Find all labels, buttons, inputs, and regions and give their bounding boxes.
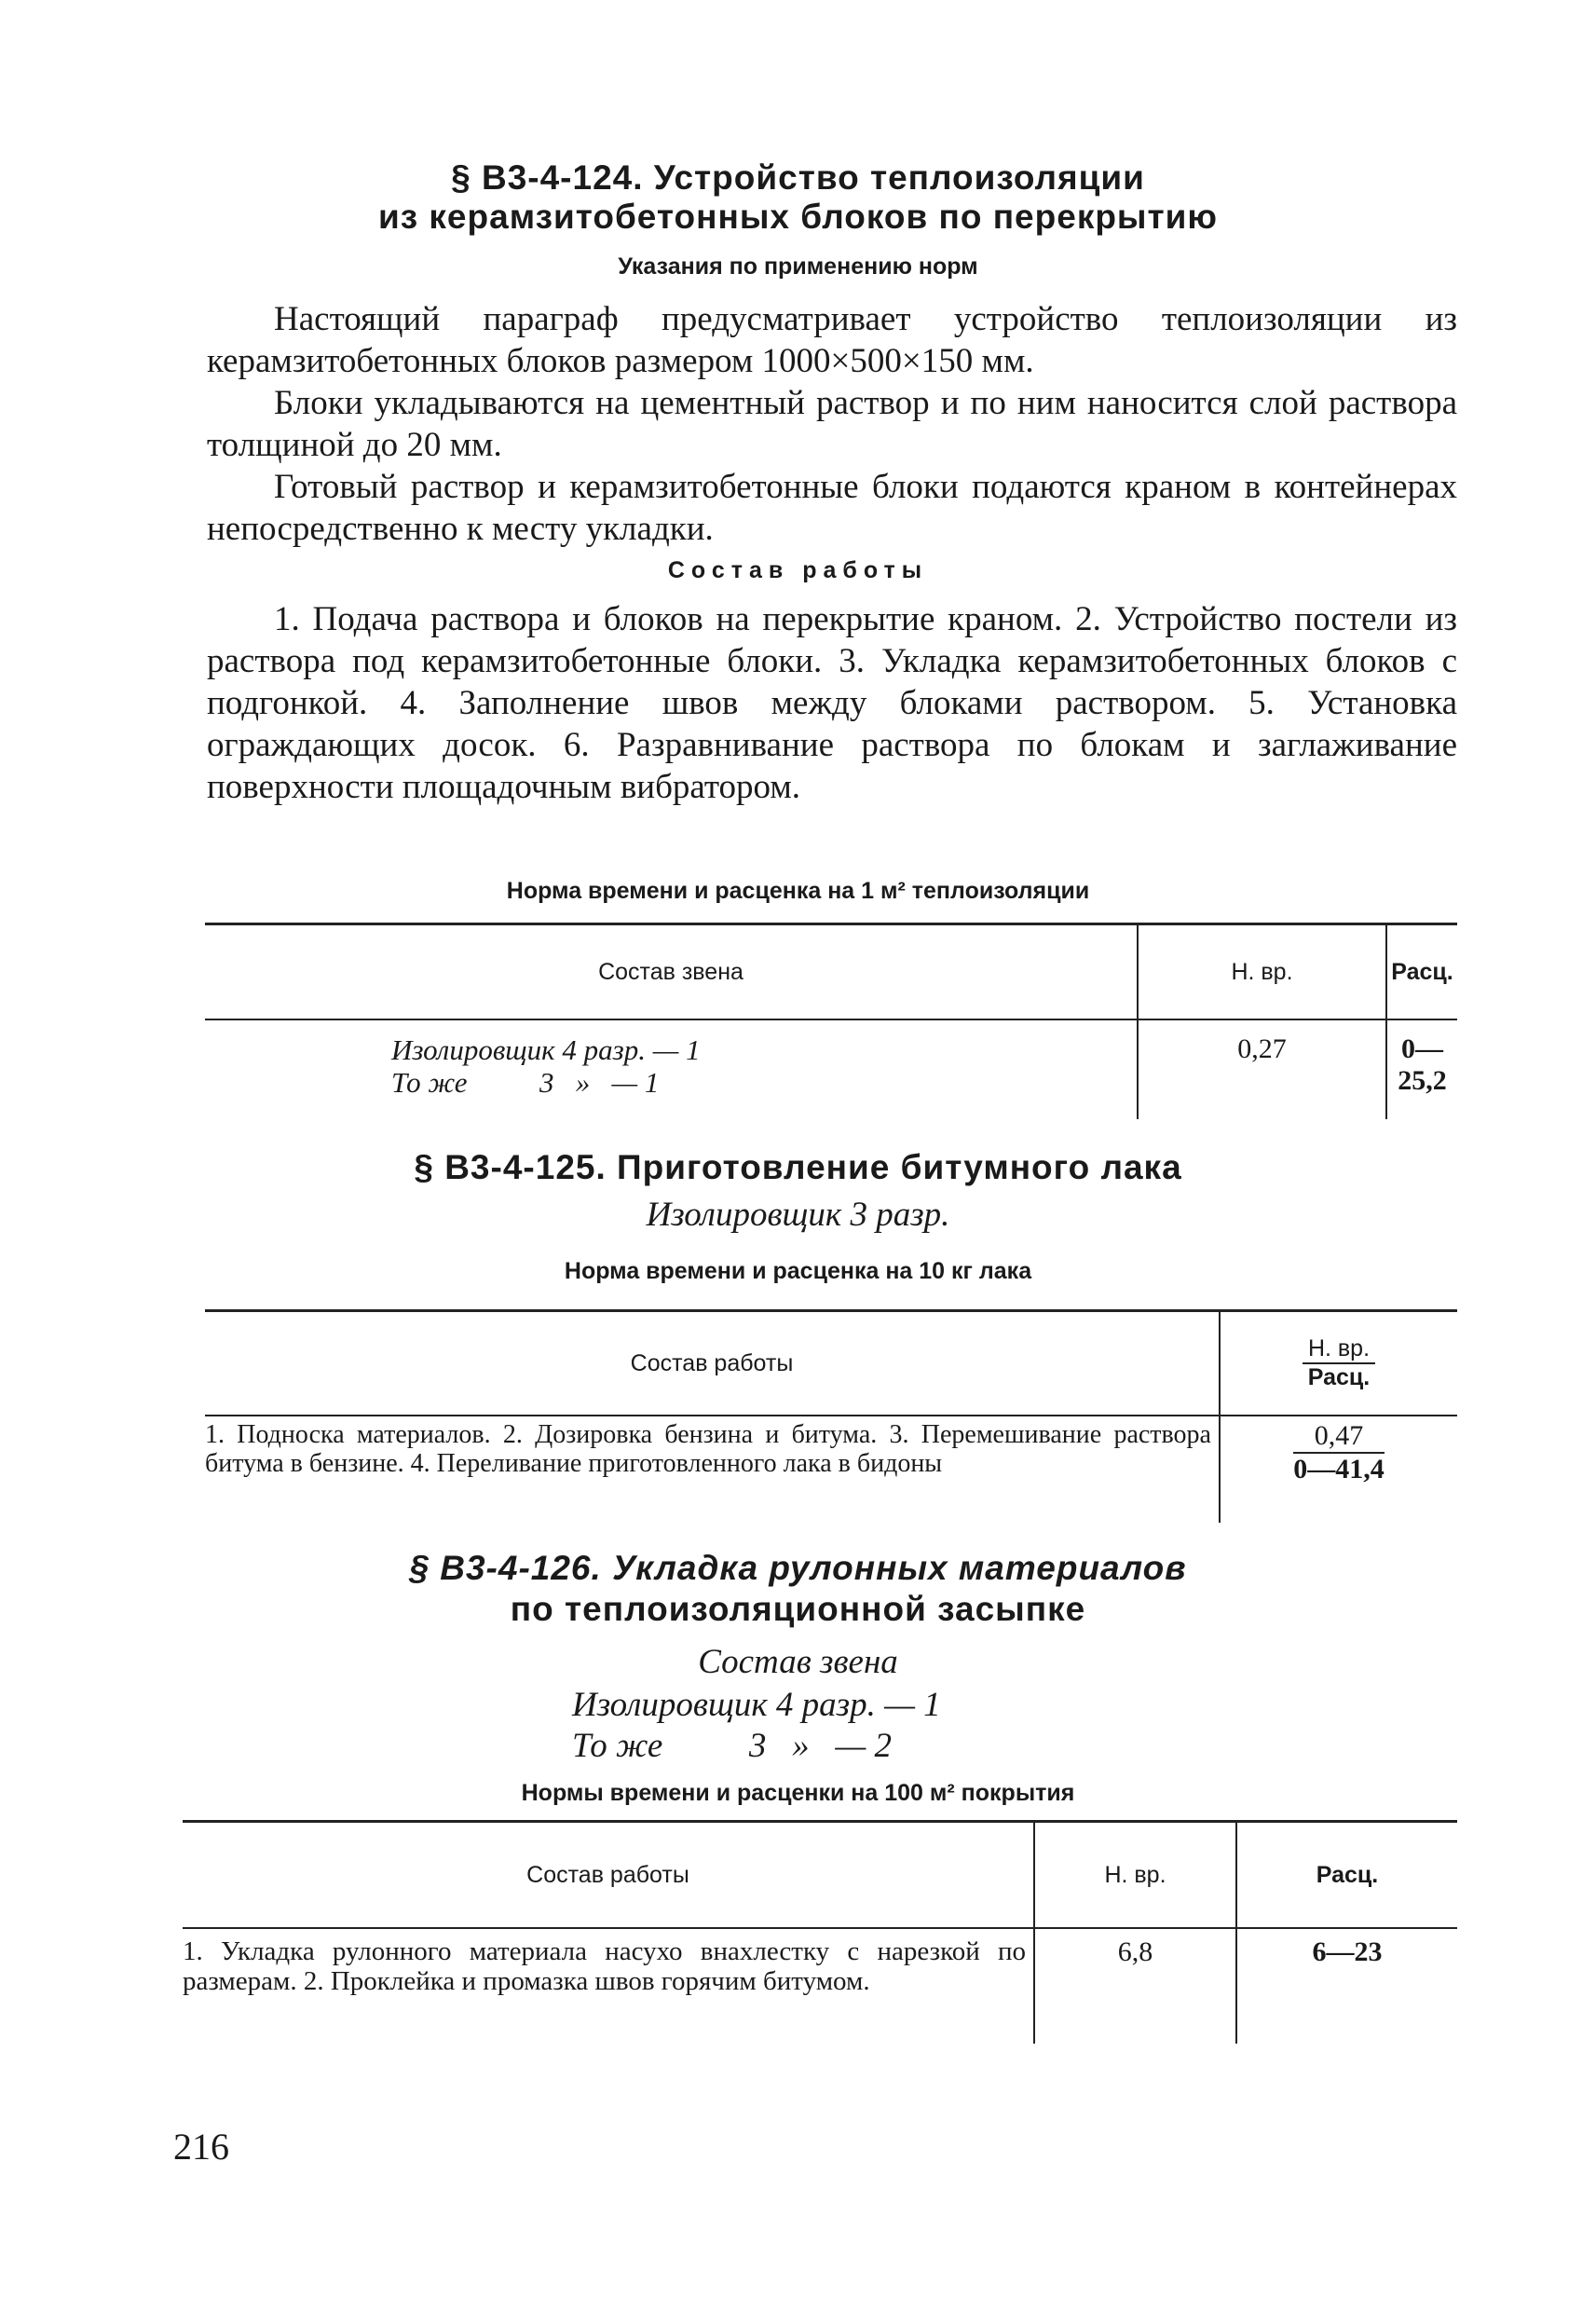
rate-value: 0—25,2 xyxy=(1398,1033,1447,1096)
crew-line-2: То же 3 » — 1 xyxy=(391,1066,660,1099)
paragraph-3: Готовый раствор и керамзитобетонные блоки подаются краном в контейнерах непосредственно к месту укладки. xyxy=(207,468,1457,548)
header-time-norm: Н. вр. xyxy=(1303,1335,1375,1364)
crew-line-1: Изолировщик 4 разр. — 1 xyxy=(391,1033,701,1066)
crew-heading: Состав звена xyxy=(698,1643,898,1681)
time-rate-cell xyxy=(1220,1416,1457,1523)
section-124-title-line2: из керамзитобетонных блоков по перекрытию xyxy=(378,198,1218,236)
header-time-norm: Н. вр. xyxy=(1138,924,1386,1020)
table-row xyxy=(205,1416,1457,1523)
time-norm-value: 0,47 xyxy=(1293,1420,1385,1454)
paragraph-1: Настоящий параграф предусматривает устройство теплоизоляции из керамзитобетонных блоков размером 1000×500×150 мм. xyxy=(207,300,1457,380)
page-number: 216 xyxy=(173,2126,229,2168)
rate-value: 6—23 xyxy=(1312,1936,1383,1967)
table-3-caption: Нормы времени и расценки на 100 м² покрытия xyxy=(521,1780,1075,1806)
table-header-row xyxy=(205,924,1457,1020)
header-rate: Расц. xyxy=(1386,924,1457,1020)
work-description: 1. Подноска материалов. 2. Дозировка бензина и битума. 3. Перемешивание раствора битума в бензине. 4. Переливание приготовленного лака в бидоны xyxy=(205,1416,1220,1523)
section-125-title: § В3-4-125. Приготовление битумного лака xyxy=(414,1148,1182,1186)
header-rate: Расц. xyxy=(1307,1364,1371,1390)
crew-cell xyxy=(205,1019,1138,1119)
norm-table-126 xyxy=(183,1820,1457,2044)
work-composition-heading: Состав работы xyxy=(667,557,929,583)
work-description: 1. Укладка рулонного материала насухо внахлестку с нарезкой по размерам. 2. Проклейка и промазка швов горячим битумом. xyxy=(183,1928,1034,2044)
section-126-title-line2: по теплоизоляционной засыпке xyxy=(510,1590,1086,1628)
time-norm-value: 6,8 xyxy=(1034,1928,1236,2044)
time-norm-value: 0,27 xyxy=(1138,1019,1386,1119)
header-rate: Расц. xyxy=(1236,1822,1457,1929)
section-126-title-line1: § В3-4-126. Укладка рулонных материалов xyxy=(409,1549,1187,1587)
section-125-subtitle: Изолировщик 3 разр. xyxy=(646,1196,950,1234)
paragraph-2: Блоки укладываются на цементный раствор и по ним наносится слой раствора толщиной до 20 мм. xyxy=(207,384,1457,464)
table-header-row xyxy=(205,1311,1457,1416)
instructions-heading: Указания по применению норм xyxy=(618,253,978,280)
norm-table-125 xyxy=(205,1309,1457,1523)
crew-line-1: Изолировщик 4 разр. — 1 xyxy=(572,1686,941,1724)
table-1-caption: Норма времени и расценка на 1 м² теплоизоляции xyxy=(506,878,1090,904)
table-row xyxy=(183,1928,1457,2044)
header-work: Состав работы xyxy=(183,1822,1034,1929)
header-time-rate xyxy=(1220,1311,1457,1416)
section-124-title-line1: § В3-4-124. Устройство теплоизоляции xyxy=(451,158,1145,197)
norm-table-124 xyxy=(205,923,1457,1119)
rate-value: 0—41,4 xyxy=(1293,1454,1385,1484)
table-2-caption: Норма времени и расценка на 10 кг лака xyxy=(564,1258,1032,1284)
header-fraction xyxy=(1303,1335,1375,1391)
table-row xyxy=(205,1019,1457,1119)
header-crew: Состав звена xyxy=(205,924,1138,1020)
table-header-row xyxy=(183,1822,1457,1929)
value-fraction xyxy=(1293,1420,1385,1485)
header-work: Состав работы xyxy=(205,1311,1220,1416)
work-composition-text: 1. Подача раствора и блоков на перекрытие краном. 2. Устройство постели из раствора под керамзитобетонные блоки. 3. Укладка керамзитобетонных блоков с подгонкой. 4. Заполнение швов между блоками раствором. 5. Установка ограждающих досок. 6. Разравнивание раствора по блокам и заглаживание поверхности площадочным вибратором. xyxy=(207,600,1457,806)
header-time-norm: Н. вр. xyxy=(1034,1822,1236,1929)
crew-line-2: То же 3 » — 2 xyxy=(572,1727,892,1765)
